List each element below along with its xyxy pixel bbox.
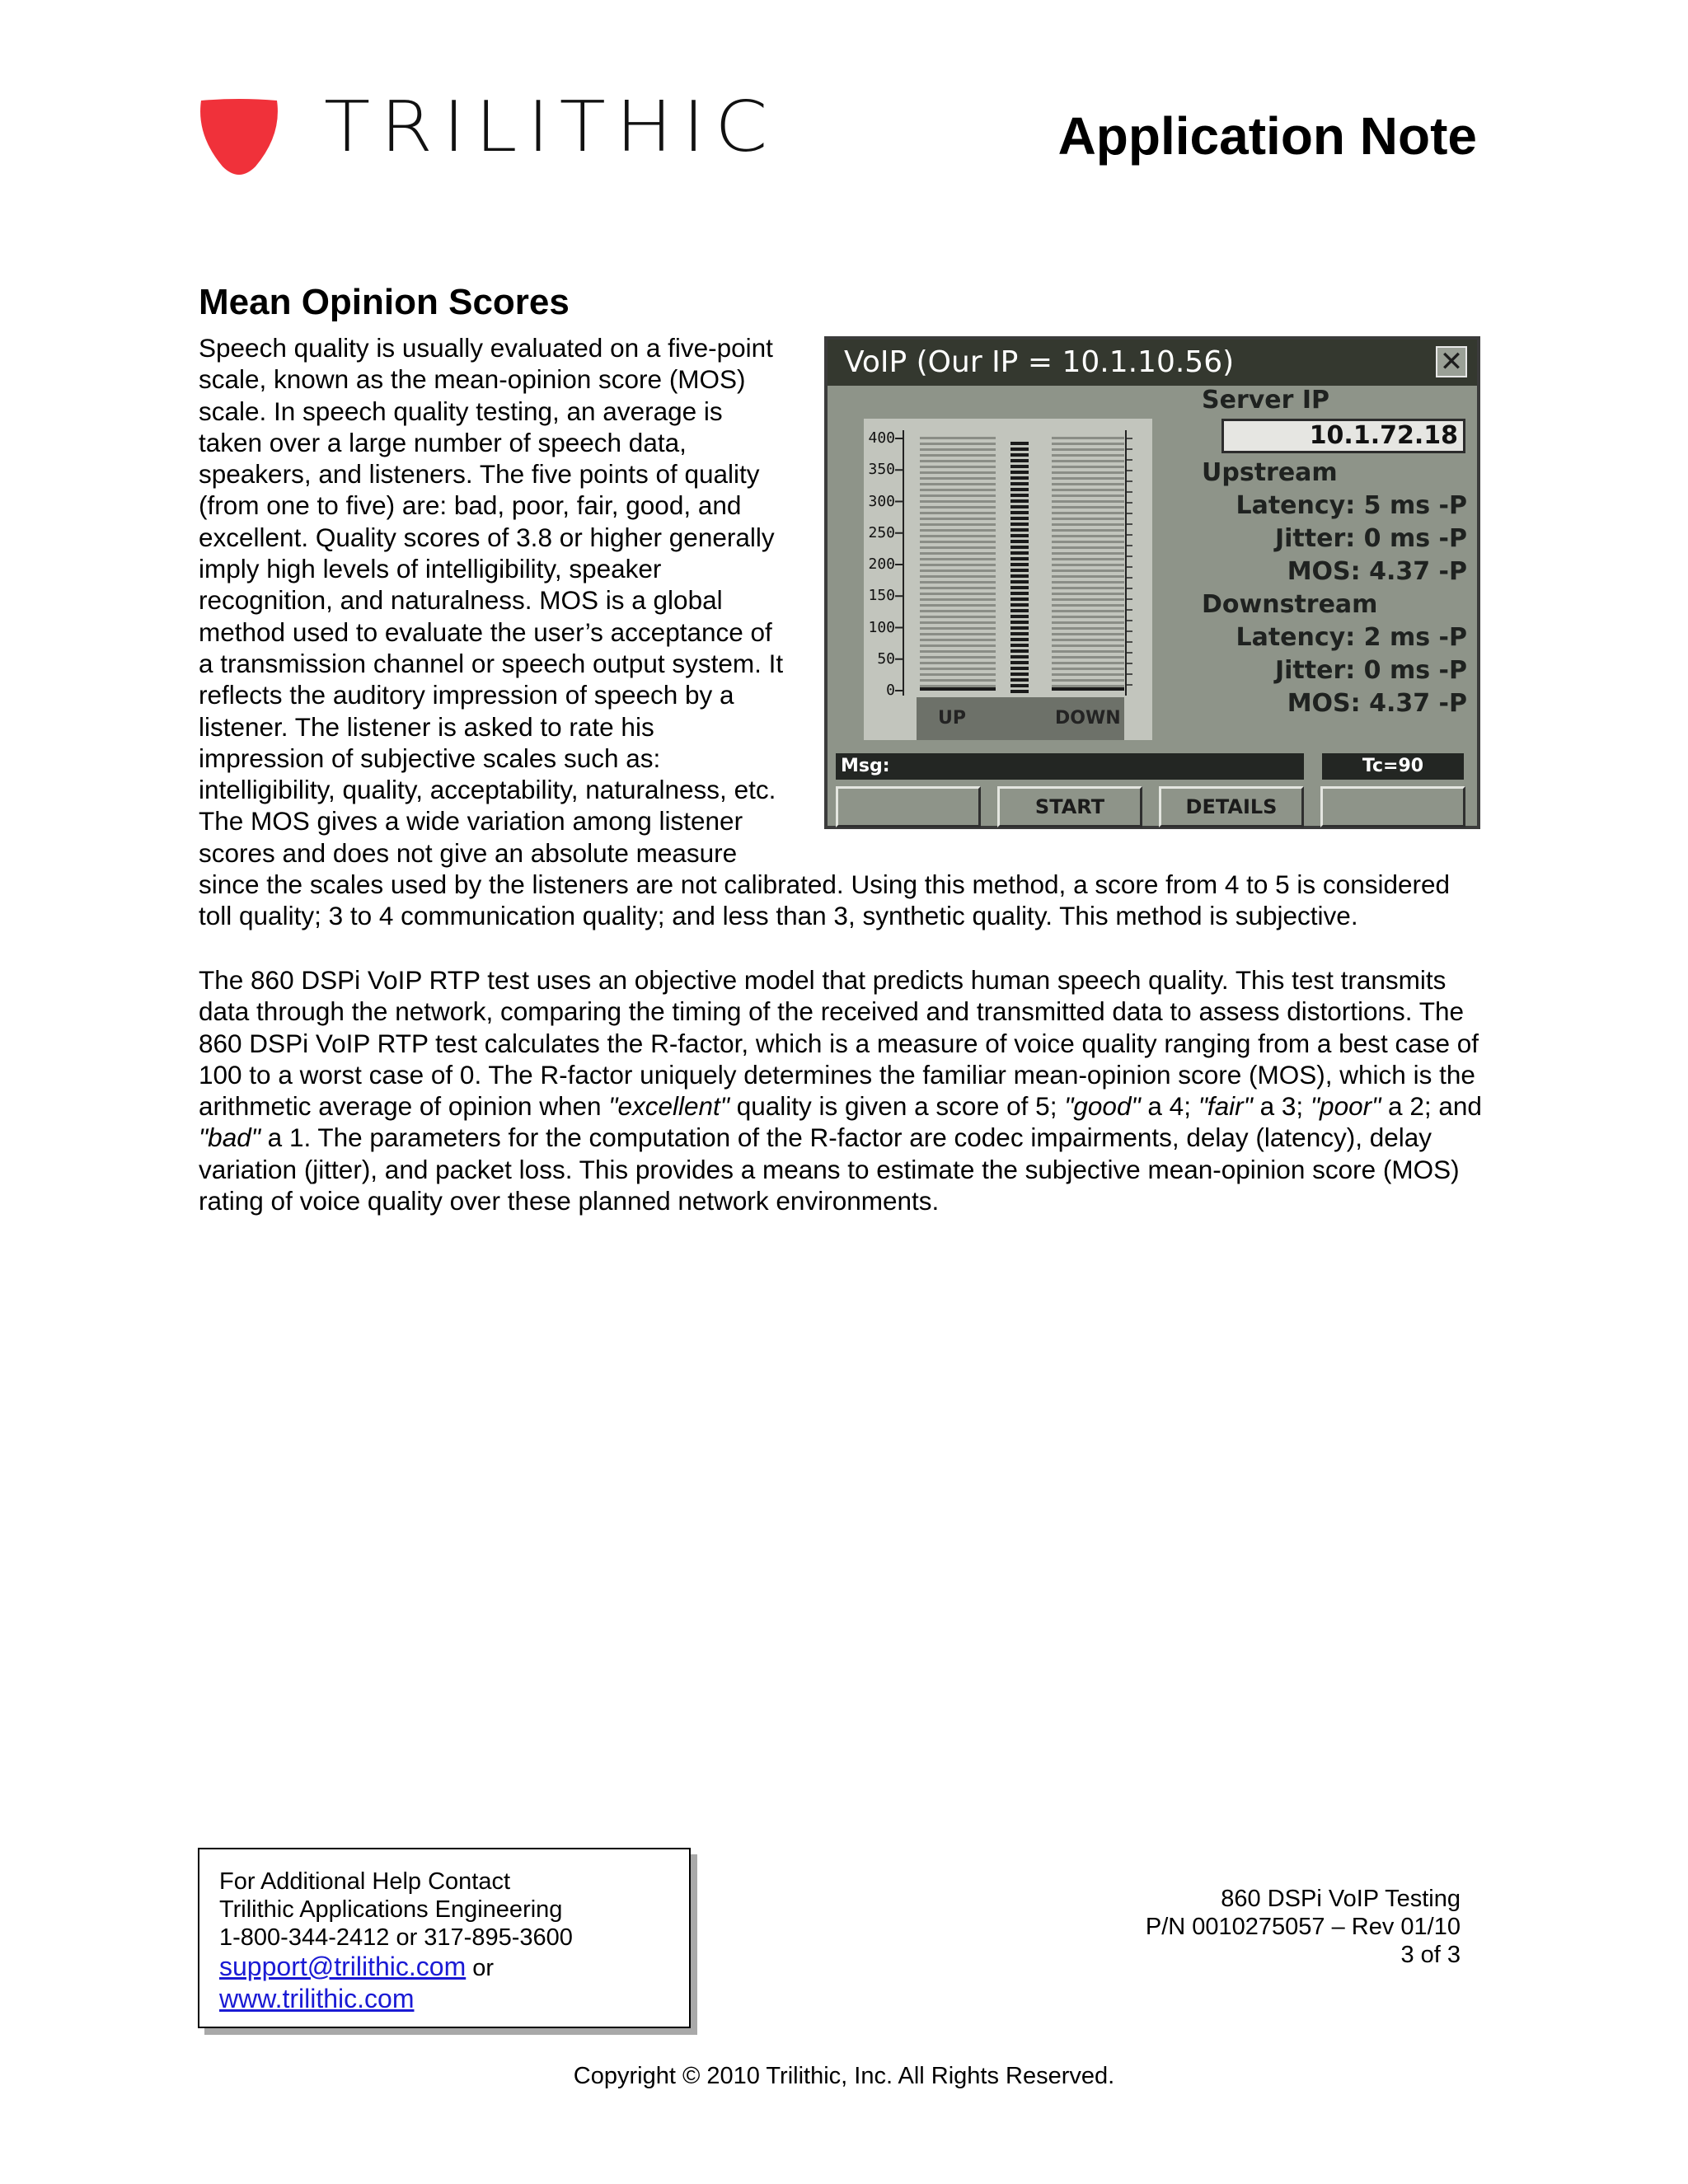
meter-reference-segment — [1010, 511, 1029, 514]
meter-up-bar-segment — [920, 483, 996, 485]
meter-down-bar-segment — [1052, 656, 1124, 658]
meter-reference-segment — [1010, 592, 1029, 595]
meter-down-bar-segment — [1052, 558, 1124, 560]
meter-up-bar-segment — [920, 604, 996, 607]
meter-down-bar-segment — [1052, 466, 1124, 468]
meter-down-bar-segment — [1052, 541, 1124, 543]
meter-up-bar-segment — [920, 650, 996, 653]
meter-reference-segment — [1010, 644, 1029, 647]
meter-reference-segment — [1010, 523, 1029, 526]
meter-reference-segment — [1010, 505, 1029, 509]
paragraph-rtp-test — [199, 964, 1484, 1216]
meter-reference-segment — [1010, 471, 1029, 474]
meter-reference-segment — [1010, 546, 1029, 549]
meter-scale-label: 350 — [868, 461, 895, 479]
meter-up-bar-segment — [920, 616, 996, 618]
meter-down-bar-segment — [1052, 512, 1124, 514]
section-title: Mean Opinion Scores — [199, 282, 570, 322]
meter-reference-segment — [1010, 626, 1029, 630]
meter-scale-label: 100 — [868, 618, 895, 636]
meter-reference-segment — [1010, 638, 1029, 641]
meter-down-bar-segment — [1052, 460, 1124, 462]
meter-down-bar-segment — [1052, 454, 1124, 457]
meter-down-bar-segment — [1052, 529, 1124, 532]
meter-up-bar-segment — [920, 454, 996, 457]
doc-product: 860 DSPi VoIP Testing — [1221, 1886, 1461, 1912]
meter-down-bar-segment — [1052, 685, 1124, 687]
details-button[interactable]: DETAILS — [1159, 786, 1304, 827]
meter-reference-segment — [1010, 690, 1029, 693]
meter-up-bar-segment — [920, 662, 996, 664]
contact-box — [198, 1848, 691, 2028]
meter-reference-segment — [1010, 673, 1029, 676]
meter-up-bar-segment — [920, 581, 996, 583]
para2-em-poor: "poor" — [1310, 1091, 1381, 1122]
para2-em-excellent: "excellent" — [608, 1091, 729, 1122]
meter-down-bar-segment — [1052, 483, 1124, 485]
meter-up-bar-segment — [920, 471, 996, 474]
meter-down-bar-segment — [1052, 564, 1124, 566]
contact-email-line — [219, 1952, 689, 1984]
meter-up-bar-segment — [920, 656, 996, 658]
meter-down-bar-segment — [1052, 604, 1124, 607]
device-titlebar — [828, 340, 1477, 386]
meter-reference-segment — [1010, 603, 1029, 607]
start-button[interactable]: START — [997, 786, 1142, 827]
meter-up-bar-segment — [920, 569, 996, 572]
meter-down-bar-segment — [1052, 575, 1124, 578]
meter-down-bar-segment — [1052, 627, 1124, 630]
meter-reference-segment — [1010, 482, 1029, 485]
meter-scale-label: 150 — [868, 587, 895, 605]
meter-reference-segment — [1010, 667, 1029, 670]
copyright-notice: Copyright © 2010 Trilithic, Inc. All Rights Reserved. — [573, 2063, 1115, 2089]
meter-scale-label: 50 — [877, 649, 895, 668]
meter-up-bar-segment — [920, 610, 996, 612]
softkey-4-button[interactable] — [1320, 786, 1465, 827]
meter-reference-segment — [1010, 621, 1029, 624]
meter-up-bar-segment — [920, 523, 996, 526]
meter-reference-segment — [1010, 494, 1029, 497]
para2-text-6: a 1. The parameters for the computation of the R-factor are codec impairments, delay (latency), delay variation (jitter), and packet loss. This provides a means to estimate the subjective mean-opinion score (MOS) rating of voice quality over these planned network environments. — [199, 1122, 1460, 1216]
meter-reference-segment — [1010, 586, 1029, 589]
meter-down-bar-segment — [1052, 610, 1124, 612]
meter-up-bar-segment — [920, 512, 996, 514]
downstream-latency: Latency: 2 ms -P — [1236, 623, 1467, 652]
meter-up-bar-segment — [920, 598, 996, 601]
meter-reference-segment — [1010, 453, 1029, 457]
meter-down-bar-segment — [1052, 662, 1124, 664]
meter-up-bar-segment — [920, 621, 996, 624]
upstream-jitter: Jitter: 0 ms -P — [1274, 524, 1467, 553]
para2-text-4: a 3; — [1252, 1091, 1311, 1122]
meter-down-bar-segment — [1052, 471, 1124, 474]
meter-down-bar-segment — [1052, 650, 1124, 653]
meter-down-bar-segment — [1052, 437, 1124, 439]
meter-up-bar-segment — [920, 437, 996, 439]
server-ip-label: Server IP — [1202, 386, 1330, 415]
meter-reference-segment — [1010, 609, 1029, 612]
para2-text-3: a 4; — [1140, 1091, 1198, 1122]
meter-up-bar-segment — [920, 564, 996, 566]
meter-up-bar-segment — [920, 587, 996, 589]
meter-down-bar-segment — [1052, 523, 1124, 526]
meter-down-bar-segment — [1052, 569, 1124, 572]
meter-up-bar-segment — [920, 518, 996, 520]
meter-scale-label: 300 — [868, 492, 895, 510]
support-email-link[interactable]: support@trilithic.com — [219, 1952, 467, 1981]
meter-down-bar-segment — [1052, 518, 1124, 520]
meter-reference-segment — [1010, 540, 1029, 543]
meter-down-bar-segment — [1052, 477, 1124, 480]
meter-down-bar-segment — [1052, 546, 1124, 549]
para2-em-bad: "bad" — [199, 1122, 260, 1153]
meter-reference-segment — [1010, 488, 1029, 491]
meter-down-bar-segment — [1052, 500, 1124, 503]
meter-up-bar-segment — [920, 679, 996, 682]
upstream-latency: Latency: 5 ms -P — [1236, 491, 1467, 520]
meter-up-bar-segment — [920, 668, 996, 670]
meter-down-bar-segment — [1052, 587, 1124, 589]
meter-reference-segment — [1010, 465, 1029, 468]
downstream-jitter: Jitter: 0 ms -P — [1274, 656, 1467, 685]
meter-up-bar-segment — [920, 535, 996, 537]
meter-reference-segment — [1010, 534, 1029, 537]
meter-down-bar-segment — [1052, 552, 1124, 555]
meter-reference-segment — [1010, 476, 1029, 480]
meter-scale-label: 250 — [868, 523, 895, 541]
meter-reference-segment — [1010, 615, 1029, 618]
meter-up-bar-segment — [920, 633, 996, 635]
contact-website-line — [219, 1984, 689, 2016]
softkey-1-button[interactable] — [836, 786, 981, 827]
meter-scale-label: 200 — [868, 555, 895, 573]
upstream-heading: Upstream — [1202, 458, 1338, 487]
meter-reference-segment — [1010, 580, 1029, 583]
website-link[interactable]: www.trilithic.com — [219, 1984, 415, 2013]
meter-reference-segment — [1010, 574, 1029, 578]
meter-down-bar-segment — [1052, 616, 1124, 618]
meter-up-bar-segment — [920, 673, 996, 676]
doc-type-heading: Application Note — [1057, 106, 1477, 166]
meter-down-bar-level — [1052, 687, 1124, 691]
contact-phone: 1-800-344-2412 or 317-895-3600 — [219, 1924, 573, 1951]
throughput-meter — [864, 419, 1152, 740]
meter-down-bar-segment — [1052, 506, 1124, 509]
meter-scale-label: 400 — [868, 429, 895, 447]
doc-part-number: P/N 0010275057 – Rev 01/10 — [1145, 1914, 1461, 1940]
meter-scale-label: 0 — [886, 682, 895, 699]
doc-page-number: 3 of 3 — [1400, 1942, 1461, 1968]
brand-wordmark: TRILITHIC — [324, 86, 778, 168]
meter-up-bar-segment — [920, 644, 996, 647]
throughput-meter-panel — [864, 419, 1152, 740]
para2-em-good: "good" — [1064, 1091, 1141, 1122]
meter-reference-segment — [1010, 598, 1029, 601]
meter-up-label: UP — [938, 708, 966, 729]
message-bar: Msg: — [836, 753, 1304, 780]
meter-down-bar-segment — [1052, 633, 1124, 635]
meter-reference-segment — [1010, 528, 1029, 532]
device-title: VoIP (Our IP = 10.1.10.56) — [844, 345, 1235, 379]
meter-down-label: DOWN — [1055, 708, 1121, 729]
device-screen — [828, 340, 1477, 826]
contact-line-1: For Additional Help Contact — [219, 1868, 511, 1895]
meter-up-bar-segment — [920, 443, 996, 445]
meter-down-bar-segment — [1052, 679, 1124, 682]
meter-up-bar-segment — [920, 593, 996, 595]
document-meta — [1146, 1885, 1461, 1969]
para2-text-1: The 860 DSPi VoIP RTP test uses an objective model that predicts human speech quality. This test transmits data through the network, comparing the timing of the received and transmitted data to assess distortions. The 860 DSPi VoIP RTP test calculates the R-factor, which is a measure of voice quality ranging from a best case of 100 to a worst case of 0. The R-factor uniquely determines the familiar mean-opinion score (MOS), which is the arithmetic average of opinion when — [199, 965, 1479, 1122]
meter-down-bar-segment — [1052, 598, 1124, 601]
meter-down-bar-segment — [1052, 448, 1124, 451]
meter-up-bar-segment — [920, 546, 996, 549]
meter-reference-segment — [1010, 557, 1029, 560]
meter-reference-segment — [1010, 678, 1029, 682]
meter-reference-segment — [1010, 563, 1029, 566]
meter-down-bar-segment — [1052, 668, 1124, 670]
meter-up-bar-segment — [920, 685, 996, 687]
contact-line-2: Trilithic Applications Engineering — [219, 1896, 563, 1923]
downstream-heading: Downstream — [1202, 590, 1378, 619]
meter-up-bar-level — [920, 687, 996, 691]
para2-text-2: quality is given a score of 5; — [729, 1091, 1065, 1122]
meter-up-bar-segment — [920, 460, 996, 462]
meter-reference-segment — [1010, 632, 1029, 635]
meter-reference-segment — [1010, 551, 1029, 555]
meter-down-bar-segment — [1052, 494, 1124, 497]
tc-indicator: Tc=90 — [1322, 753, 1464, 780]
meter-down-bar-segment — [1052, 593, 1124, 595]
meter-up-bar-segment — [920, 489, 996, 491]
meter-up-bar-segment — [920, 558, 996, 560]
meter-down-bar-segment — [1052, 639, 1124, 641]
meter-up-bar-segment — [920, 639, 996, 641]
meter-up-bar-segment — [920, 552, 996, 555]
meter-reference-segment — [1010, 448, 1029, 451]
meter-up-bar-segment — [920, 448, 996, 451]
meter-up-bar-segment — [920, 541, 996, 543]
meter-reference-segment — [1010, 661, 1029, 664]
meter-reference-segment — [1010, 649, 1029, 653]
meter-reference-segment — [1010, 442, 1029, 445]
meter-up-bar-segment — [920, 494, 996, 497]
upstream-mos: MOS: 4.37 -P — [1287, 557, 1467, 586]
meter-down-bar-segment — [1052, 443, 1124, 445]
downstream-mos: MOS: 4.37 -P — [1287, 689, 1467, 718]
meter-up-bar-segment — [920, 529, 996, 532]
para2-text-5: a 2; and — [1381, 1091, 1482, 1122]
meter-down-bar-segment — [1052, 489, 1124, 491]
meter-down-bar-segment — [1052, 644, 1124, 647]
meter-up-bar-segment — [920, 506, 996, 509]
trilithic-shield-logo-icon — [196, 99, 282, 181]
contact-or: or — [466, 1955, 495, 1981]
voip-device-screenshot — [824, 336, 1480, 829]
paragraph-mos-intro-text: Speech quality is usually evaluated on a five-point scale, known as the mean-opinion score (MOS) scale. In speech quality testing, an average is taken over a large number of speech data, speakers, and listeners. The five points of quality (from one to five) are: bad, poor, fair, good, and excellent. Quality scores of 3.8 or higher generally imply high levels of intelligibility, speaker recognition, and naturalness. MOS is a global method used to evaluate the user’s acceptance of a transmission channel or speech output system. It reflects the auditory impression of speech by a listener. The listener is asked to rate his impression of subjective scales such as: intelligibility, quality, acceptability, naturalness, etc. The MOS gives a wide variation among listener scores and does not give an absolute measure since the scales used by the listeners are not calibrated. Using this method, a score from 4 to 5 is considered toll quality; 3 to 4 communication quality; and less than 3, synthetic quality. This method is subjective. — [199, 333, 1451, 931]
meter-down-bar-segment — [1052, 621, 1124, 624]
meter-down-bar-segment — [1052, 673, 1124, 676]
meter-reference-segment — [1010, 517, 1029, 520]
meter-up-bar-segment — [920, 477, 996, 480]
meter-up-bar-segment — [920, 575, 996, 578]
meter-reference-segment — [1010, 569, 1029, 572]
meter-reference-segment — [1010, 655, 1029, 658]
meter-up-bar-segment — [920, 466, 996, 468]
meter-down-bar-segment — [1052, 535, 1124, 537]
meter-reference-segment — [1010, 499, 1029, 503]
server-ip-field[interactable]: 10.1.72.18 — [1221, 419, 1465, 453]
meter-reference-segment — [1010, 459, 1029, 462]
meter-up-bar-segment — [920, 500, 996, 503]
close-icon[interactable]: ✕ — [1436, 346, 1467, 377]
para2-em-fair: "fair" — [1198, 1091, 1253, 1122]
meter-reference-segment — [1010, 684, 1029, 687]
meter-up-bar-segment — [920, 627, 996, 630]
meter-down-bar-segment — [1052, 581, 1124, 583]
